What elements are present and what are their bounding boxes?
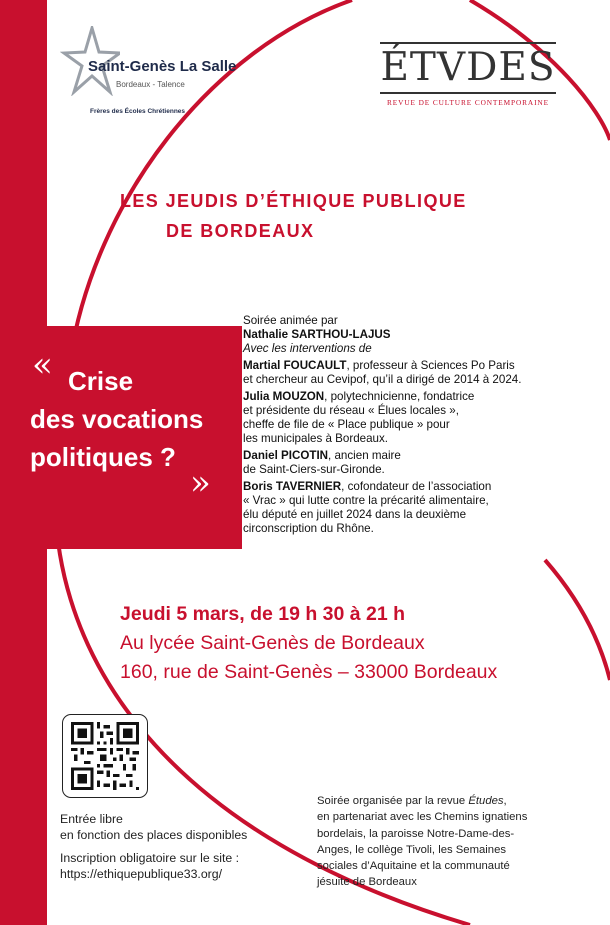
event-address: 160, rue de Saint-Genès – 33000 Bordeaux (120, 661, 498, 683)
etudes-rule-bottom (380, 92, 556, 94)
event-date: Jeudi 5 mars, de 19 h 30 à 21 h (120, 603, 406, 625)
speaker-1-desc: et chercheur au Cevipof, qu’il a dirigé de 2014 à 2024. (243, 373, 522, 386)
registration-line: Inscription obligatoire sur le site : (60, 851, 240, 865)
theme-line2: des vocations (30, 404, 204, 434)
close-quote: » (190, 463, 211, 503)
partners-line4: Anges, le collège Tivoli, les Semaines (317, 843, 507, 856)
speaker-2-desc-1: et présidente du réseau « Élues locales », (243, 404, 459, 417)
series-title (120, 186, 467, 246)
partners-line6: jésuite de Bordeaux (317, 876, 417, 889)
speaker-2-desc-2: cheffe de file de « Place publique » pour (243, 418, 450, 431)
saint-genes-subtitle: Bordeaux - Talence (116, 80, 185, 89)
freres-label: Frères des Écoles Chrétiennes (90, 108, 186, 115)
registration-link[interactable]: https://ethiquepublique33.org/ (60, 866, 223, 881)
speaker-3: Daniel PICOTIN, ancien maire (243, 449, 401, 462)
saint-genes-name: Saint-Genès La Salle (88, 58, 237, 75)
speaker-1: Martial FOUCAULT, professeur à Sciences Po Paris (243, 359, 515, 372)
speaker-3-desc: de Saint-Ciers-sur-Gironde. (243, 463, 385, 476)
saint-genes-logo (60, 26, 240, 116)
entry-info (60, 812, 247, 882)
open-quote: « (32, 345, 53, 385)
partners-line3: bordelais, la paroisse Notre-Dame-des- (317, 827, 515, 840)
speaker-2-desc-3: les municipales à Bordeaux. (243, 432, 389, 445)
event-info (120, 600, 497, 687)
etudes-name: ÉTVDES (380, 45, 556, 90)
speaker-4-desc-1: « Vrac » qui lutte contre la précarité alimentaire, (243, 494, 489, 507)
etudes-rule-top (380, 42, 556, 44)
event-place: Au lycée Saint-Genès de Bordeaux (120, 632, 425, 654)
series-title-line2: DE BORDEAUX (166, 221, 315, 241)
qr-code[interactable] (62, 714, 148, 798)
moderator-name: Nathalie SARTHOU-LAJUS (243, 328, 391, 341)
moderator-intro: Soirée animée par (243, 314, 338, 327)
entry-line2: en fonction des places disponibles (60, 827, 248, 842)
partners-line1: Soirée organisée par la revue Études, (317, 795, 507, 807)
qr-code-icon (71, 722, 139, 790)
interventions-intro: Avec les interventions de (243, 342, 372, 355)
speakers-block (243, 314, 583, 536)
speaker-4: Boris TAVERNIER, cofondateur de l’association (243, 480, 492, 493)
entry-line1: Entrée libre (60, 812, 123, 826)
series-title-line1: LES JEUDIS D’ÉTHIQUE PUBLIQUE (120, 191, 467, 211)
partners-line2: en partenariat avec les Chemins ignatiens (317, 811, 528, 824)
speaker-4-desc-2: élu député en juillet 2024 dans la deuxième (243, 508, 467, 521)
partners-info (317, 793, 557, 891)
speaker-2: Julia MOUZON, polytechnicienne, fondatrice (243, 390, 475, 403)
red-curve-mid-right (545, 560, 610, 680)
theme-title (30, 362, 203, 476)
etudes-logo (380, 42, 556, 107)
speaker-4-desc-3: circonscription du Rhône. (243, 522, 374, 535)
theme-line1: Crise (68, 366, 134, 396)
partners-line5: sociales d’Aquitaine et la communauté (317, 860, 510, 873)
etudes-tagline: REVUE DE CULTURE CONTEMPORAINE (387, 98, 549, 107)
theme-line3: politiques ? (30, 442, 176, 472)
